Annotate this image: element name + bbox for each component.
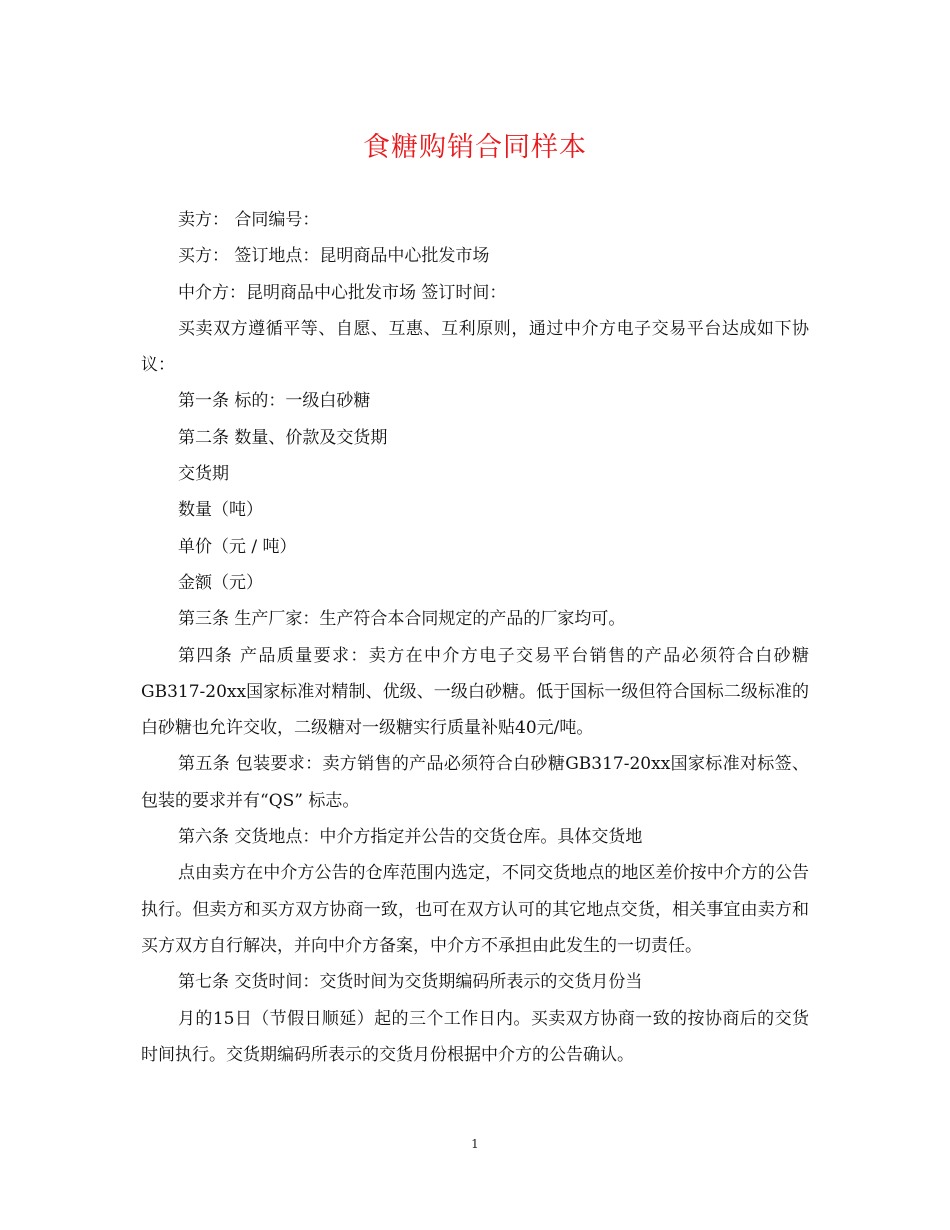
page-number: 1 (471, 1137, 479, 1151)
paragraph-agreement-intro: 买卖双方遵循平等、自愿、互惠、互利原则，通过中介方电子交易平台达成如下协议： (141, 318, 809, 376)
paragraph-article-6: 第六条 交货地点：中介方指定并公告的交货仓库。具体交货地 (178, 827, 643, 848)
paragraph-amount: 金额（元） (178, 572, 263, 593)
paragraph-unit-price: 单价（元 / 吨） (178, 536, 297, 557)
paragraph-seller: 卖方： 合同编号： (178, 210, 320, 230)
paragraph-article-5: 第五条 包装要求：卖方销售的产品必须符合白砂糖GB317-20xx国家标准对标签、包装的要求并有“QS” 标志。 (141, 754, 809, 811)
paragraph-article-3: 第三条 生产厂家：生产符合本合同规定的产品的厂家均可。 (178, 609, 626, 630)
paragraph-delivery-period: 交货期 (178, 464, 229, 485)
paragraph-article-7-continued: 月的15日（节假日顺延）起的三个工作日内。买卖双方协商一致的按协商后的交货时间执行。交货期编码所表示的交货月份根据中介方的公告确认。 (141, 1008, 809, 1065)
paragraph-intermediary: 中介方：昆明商品中心批发市场 签订时间： (178, 282, 507, 303)
document-title: 食糖购销合同样本 (363, 132, 587, 163)
paragraph-buyer: 买方： 签订地点：昆明商品中心批发市场 (178, 246, 490, 267)
document-body (141, 202, 809, 1073)
paragraph-article-7: 第七条 交货时间：交货时间为交货期编码所表示的交货月份当 (178, 972, 643, 993)
paragraph-article-4: 第四条 产品质量要求：卖方在中介方电子交易平台销售的产品必须符合白砂糖GB317-20xx国家标准对精制、优级、一级白砂糖。低于国标一级但符合国标二级标准的白砂糖也允许交收，二级糖对一级糖实行质量补贴40元/吨。 (141, 645, 809, 739)
paragraph-article-1: 第一条 标的：一级白砂糖 (178, 391, 371, 412)
paragraph-article-2: 第二条 数量、价款及交货期 (178, 427, 388, 448)
paragraph-quantity: 数量（吨） (178, 500, 263, 521)
paragraph-article-6-continued: 点由卖方在中介方公告的仓库范围内选定，不同交货地点的地区差价按中介方的公告执行。但卖方和买方双方协商一致，也可在双方认可的其它地点交货，相关事宜由卖方和买方双方自行解决，并向中介方备案，中介方不承担由此发生的一切责任。 (141, 863, 809, 956)
